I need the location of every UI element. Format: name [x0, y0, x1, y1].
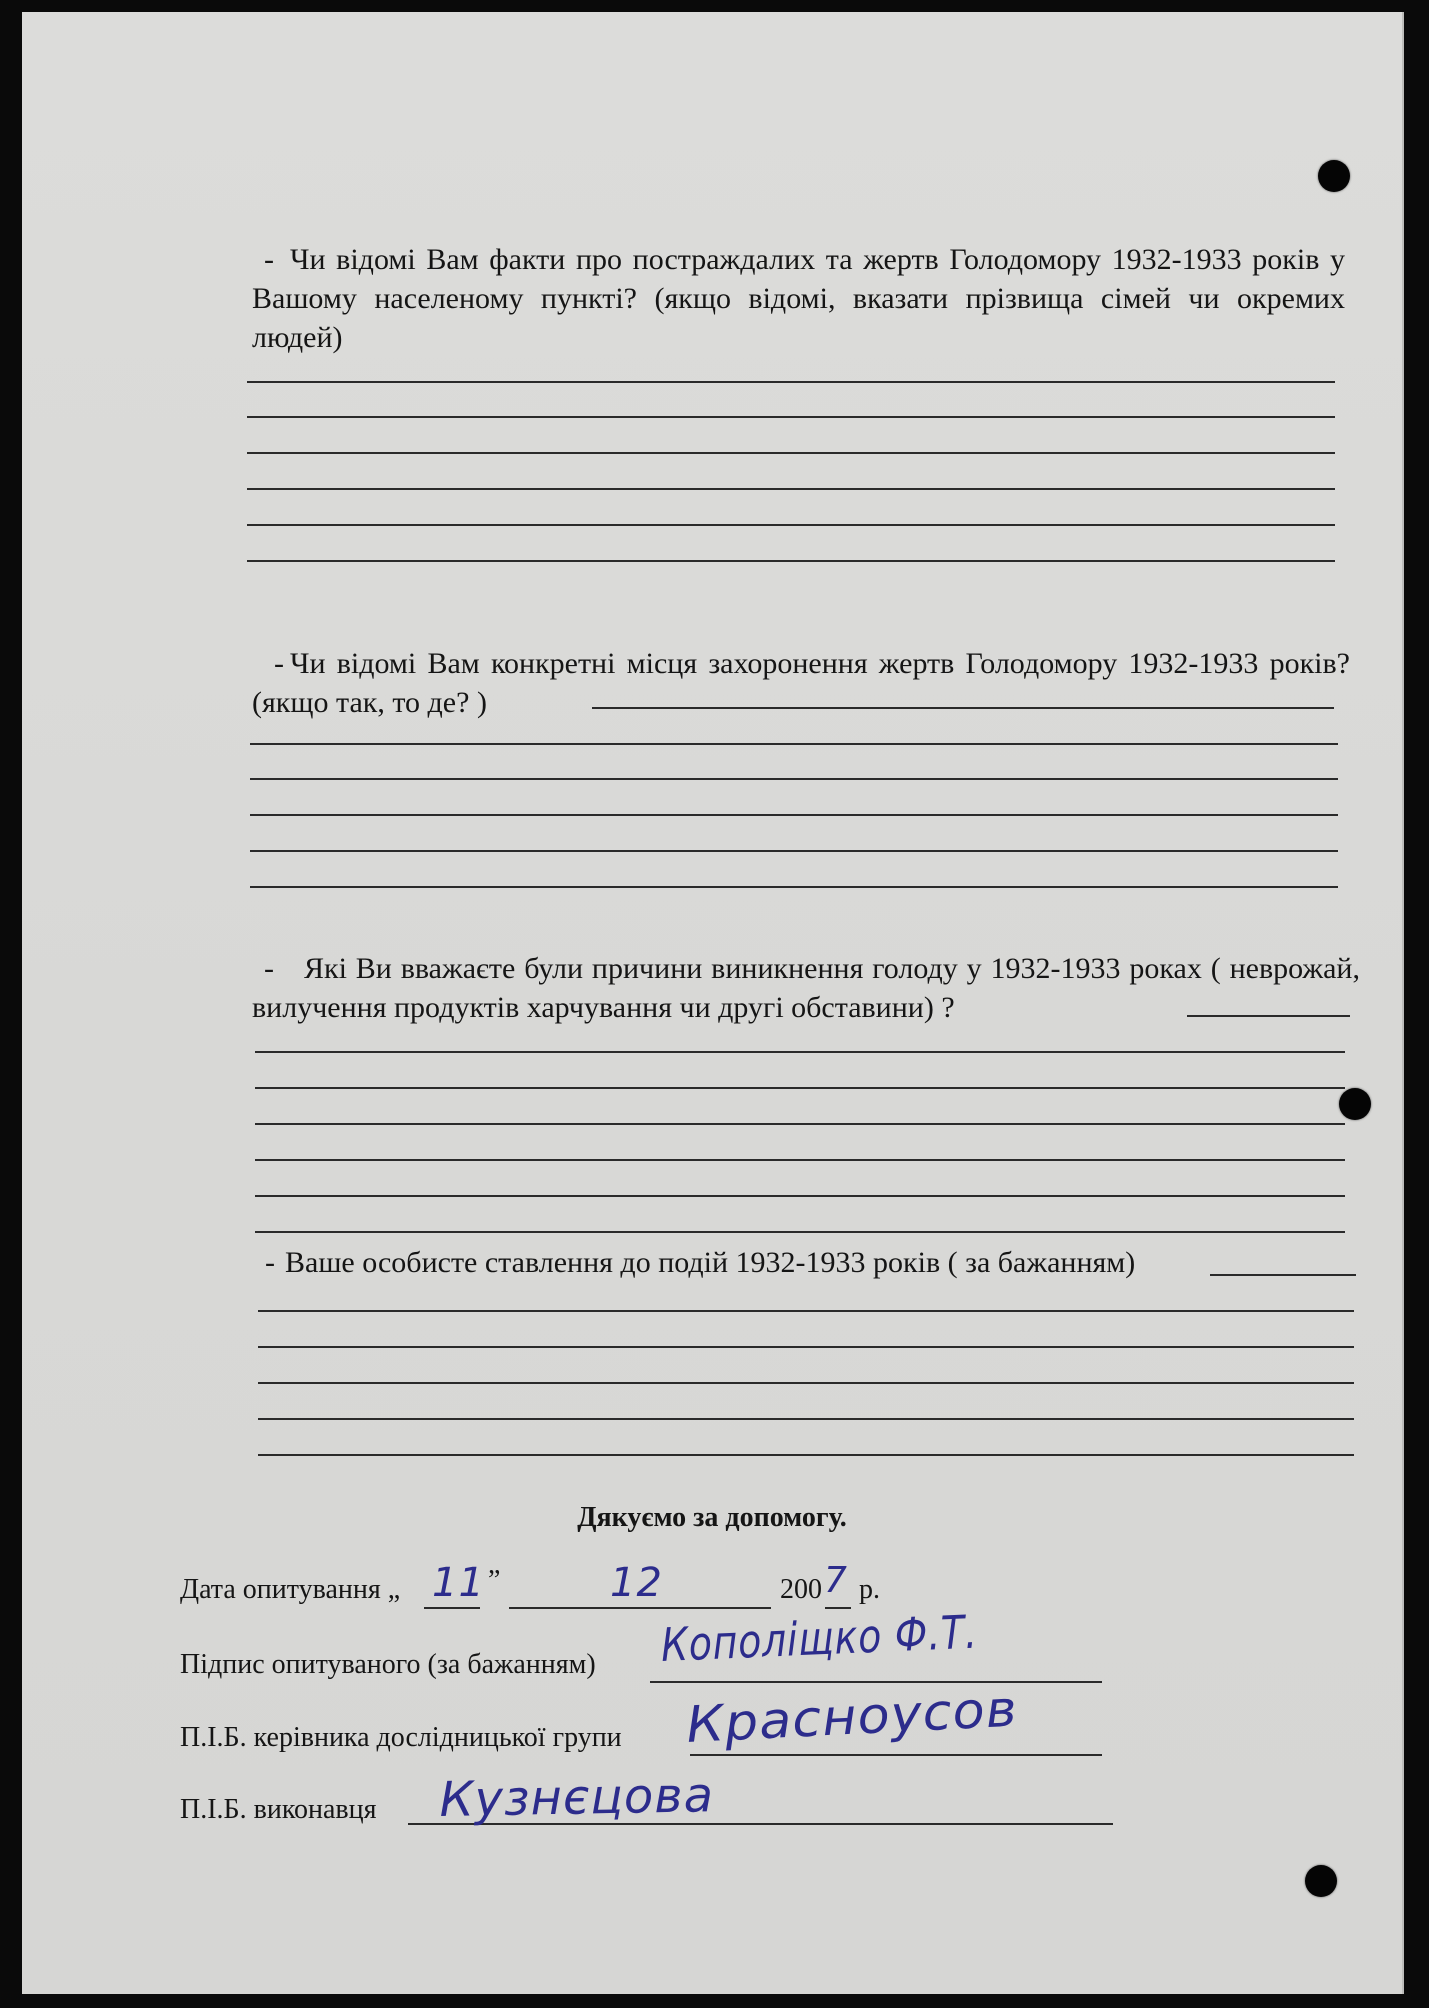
question-bullet: -: [264, 243, 274, 276]
punch-hole: [1339, 1088, 1371, 1120]
question-4: [255, 1243, 1365, 1282]
answer-line[interactable]: [258, 1454, 1354, 1456]
question-text: Ваше особисте ставлення до подій 1932-1933 років ( за бажанням): [285, 1246, 1136, 1279]
leader-line[interactable]: [690, 1754, 1102, 1756]
date-day: 11: [432, 1560, 485, 1606]
date-year-digit: 7: [824, 1560, 848, 1601]
question-2: [252, 644, 1350, 722]
question-1: [252, 240, 1345, 357]
answer-line[interactable]: [255, 1231, 1345, 1233]
punch-hole: [1305, 1865, 1337, 1897]
answer-line[interactable]: [247, 524, 1335, 526]
questionnaire-page: [22, 12, 1404, 1994]
date-day-line[interactable]: [424, 1607, 480, 1609]
leader-label: П.І.Б. керівника дослідницької групи: [180, 1722, 622, 1753]
date-year-suffix: р.: [859, 1574, 880, 1605]
respondent-line[interactable]: [650, 1681, 1102, 1683]
answer-line[interactable]: [592, 707, 1334, 709]
answer-line[interactable]: [247, 560, 1335, 562]
close-quote: ”: [488, 1565, 501, 1596]
answer-line[interactable]: [255, 1123, 1345, 1125]
question-bullet: -: [274, 647, 284, 680]
answer-line[interactable]: [255, 1195, 1345, 1197]
date-label-text: Дата опитування: [180, 1574, 381, 1605]
answer-line[interactable]: [255, 1051, 1345, 1053]
punch-hole: [1318, 160, 1350, 192]
answer-line[interactable]: [258, 1310, 1354, 1312]
date-month-line[interactable]: [509, 1607, 771, 1609]
respondent-label: Підпис опитуваного (за бажанням): [180, 1649, 596, 1680]
answer-line[interactable]: [258, 1418, 1354, 1420]
answer-line[interactable]: [1210, 1274, 1356, 1276]
answer-line[interactable]: [247, 488, 1335, 490]
answer-line[interactable]: [258, 1346, 1354, 1348]
answer-line[interactable]: [247, 381, 1335, 383]
question-text: Чи відомі Вам конкретні місця захоронення жертв Голодомору 1932-1933 років? (якщо так, то де? ): [252, 647, 1350, 719]
answer-line[interactable]: [255, 1087, 1345, 1089]
answer-line[interactable]: [250, 814, 1338, 816]
date-month: 12: [610, 1560, 663, 1606]
open-quote: „: [387, 1574, 401, 1605]
answer-line[interactable]: [250, 778, 1338, 780]
respondent-signature: Кополіщко Ф.Т.: [660, 1604, 979, 1672]
question-text: Які Ви вважаєте були причини виникнення голоду у 1932-1933 роках ( неврожай, вилучення продуктів харчування чи другі обставини) ?: [252, 952, 1360, 1024]
leader-name: Красноусов: [684, 1679, 1020, 1754]
thanks-heading: Дякуємо за допомогу.: [577, 1502, 847, 1533]
date-label: [180, 1574, 400, 1606]
answer-line[interactable]: [1187, 1015, 1350, 1017]
question-text: Чи відомі Вам факти про постраждалих та жертв Голодомору 1932-1933 років у Вашому населеному пункті? (якщо відомі, вказати прізвища сімей чи окремих людей): [252, 243, 1345, 354]
date-year-line[interactable]: [825, 1607, 851, 1609]
answer-line[interactable]: [247, 416, 1335, 418]
answer-line[interactable]: [255, 1159, 1345, 1161]
answer-line[interactable]: [250, 886, 1338, 888]
date-year-prefix: 200: [780, 1574, 822, 1605]
answer-line[interactable]: [247, 452, 1335, 454]
question-bullet: -: [264, 952, 274, 985]
executor-label: П.І.Б. виконавця: [180, 1794, 377, 1825]
answer-line[interactable]: [250, 850, 1338, 852]
executor-name: Кузнєцова: [439, 1767, 715, 1828]
question-bullet: -: [265, 1246, 275, 1279]
answer-line[interactable]: [258, 1382, 1354, 1384]
answer-line[interactable]: [250, 743, 1338, 745]
